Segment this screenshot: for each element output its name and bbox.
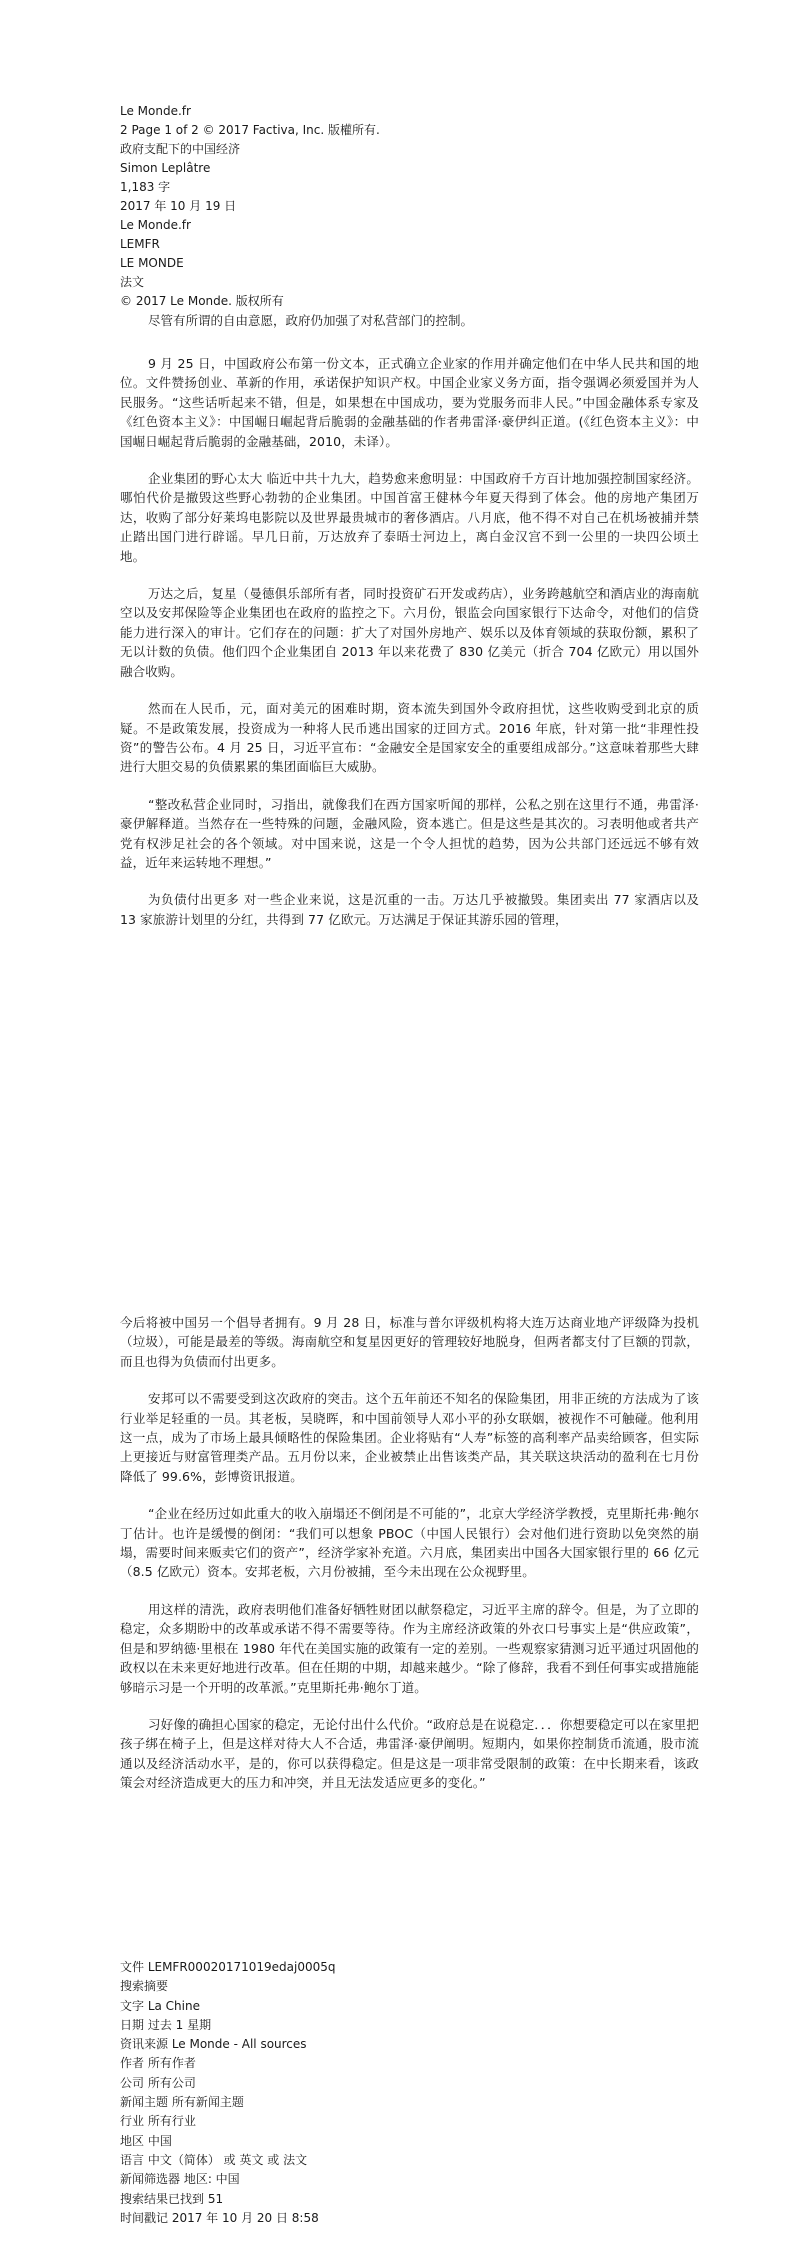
document-id: 文件 LEMFR00020171019edaj0005q <box>120 1960 336 1974</box>
language-label: 法文 <box>120 275 145 289</box>
article-paragraph: 万达之后，复星（曼德俱乐部所有者，同时投资矿石开发或药店），业务跨越航空和酒店业的海南航空以及安邦保险等企业集团也在政府的监控之下。六月份，银监会向国家银行下达命令，对他们的信贷能力进行深入的审计。它们存在的问题：扩大了对国外房地产、娱乐以及体育领域的获取份额，累积了无以计数的负债。他们四个企业集团自 2013 年以来花费了 830 亿美元（折合 704 亿欧元）用以国外融合收购。 <box>120 586 699 679</box>
article-paragraph: 为负债付出更多 对一些企业来说，这是沉重的一击。万达几乎被撤毁。集团卖出 77 家酒店以及 13 家旅游计划里的分红，共得到 77 亿欧元。万达满足于保证其游乐园的管理， <box>120 892 699 927</box>
article-title: 政府支配下的中国经济 <box>120 142 241 156</box>
article-paragraph: 企业集团的野心太大 临近中共十九大，趋势愈来愈明显：中国政府千方百计地加强控制国家经济。哪怕代价是撤毁这些野心勃勃的企业集团。中国首富王健林今年夏天得到了体会。他的房地产集团万达，收购了部分好莱坞电影院以及世界最贵城市的奢侈酒店。八月底，他不得不对自己在机场被捕并禁止踏出国门进行辟谣。早几日前，万达放弃了泰晤士河边上，离白金汉宫不到一公里的一块四公顷土地。 <box>120 471 699 564</box>
search-summary-footer <box>120 1958 700 2228</box>
search-author: 作者 所有作者 <box>120 2056 196 2071</box>
search-company: 公司 所有公司 <box>120 2075 196 2090</box>
author-name: Simon Leplâtre <box>120 161 211 175</box>
search-industry: 行业 所有行业 <box>120 2114 196 2129</box>
search-summary-heading: 搜索摘要 <box>120 1979 169 1994</box>
article-paragraph: 然而在人民币，元，面对美元的困难时期，资本流失到国外令政府担忧，这些收购受到北京的质疑。不是政策发展，投资成为一种将人民币逃出国家的迂回方式。2016 年底，针对第一批“非理性投资”的警告公布。4 月 25 日，习近平宣布：“金融安全是国家安全的重要组成部分。”这意味着那些大肆进行大胆交易的负债累累的集团面临巨大威胁。 <box>120 701 699 775</box>
page-copyright-line: 2 Page 1 of 2 © 2017 Factiva, Inc. 版權所有. <box>120 123 380 137</box>
search-timestamp: 时间戳记 2017 年 10 月 20 日 8:58 <box>120 2210 319 2225</box>
copyright-line: © 2017 Le Monde. 版权所有 <box>120 294 284 308</box>
article-paragraph: 9 月 25 日，中国政府公布第一份文本，正式确立企业家的作用并确定他们在中华人民共和国的地位。文件赞扬创业、革新的作用，承诺保护知识产权。中国企业家义务方面，指令强调必须爱国并为人民服务。“这些话听起来不错，但是，如果想在中国成功，要为党服务而非人民。”中国金融体系专家及《红色资本主义》：中国崛日崛起背后脆弱的金融基础的作者弗雷泽·豪伊纠正道。(《红色资本主义》：中国崛日崛起背后脆弱的金融基础，2010，未译）。 <box>120 356 699 449</box>
article-paragraph: “整改私营企业同时，习指出，就像我们在西方国家听闻的那样，公私之别在这里行不通，弗雷泽·豪伊解释道。当然存在一些特殊的问题，金融风险，资本逃亡。但是这些是其次的。习表明他或者共产党有权涉足社会的各个领域。对中国来说，这是一个令人担忧的趋势，因为公共部门还远远不够有效益，近年来运转地不理想。” <box>120 796 699 870</box>
article-body-part-2 <box>120 1313 699 1793</box>
search-source: 资讯来源 Le Monde - All sources <box>120 2037 307 2052</box>
article-paragraph: “企业在经历过如此重大的收入崩塌还不倒闭是不可能的”，北京大学经济学教授，克里斯托弗·鲍尔丁估计。也许是缓慢的倒闭：“我们可以想象 PBOC（中国人民银行）会对他们进行资助以免突然的崩塌，需要时间来贩卖它们的资产”，经济学家补充道。六月底，集团卖出中国各大国家银行里的 66 亿元（8.5 亿欧元）资本。安邦老板，六月份被捕，至今未出现在公众视野里。 <box>120 1506 699 1580</box>
article-paragraph: 用这样的清洗，政府表明他们准备好牺牲财团以献祭稳定，习近平主席的辞令。但是，为了立即的稳定，众多期盼中的改革或承诺不得不需要等待。作为主席经济政策的外衣口号事实上是“供应政策”，但是和罗纳德·里根在 1980 年代在美国实施的政策有一定的差别。一些观察家猜测习近平通过巩固他的政权以在未来更好地进行改革。但在任期的中期，却越来越少。“除了修辞，我看不到任何事实或措施能够暗示习是一个开明的改革派。”克里斯托弗·鲍尔丁道。 <box>120 1601 699 1695</box>
search-date: 日期 过去 1 星期 <box>120 2017 212 2032</box>
document-header <box>120 102 700 330</box>
search-news-filter: 新闻筛选器 地区: 中国 <box>120 2172 240 2187</box>
article-paragraph-continued: 今后将被中国另一个倡导者拥有。9 月 28 日，标准与普尔评级机构将大连万达商业地产评级降为投机（垃圾），可能是最差的等级。海南航空和复星因更好的管理较好地脱身，但两者都支付了巨额的罚款，而且也得为负债而付出更多。 <box>120 1315 699 1369</box>
search-region: 地区 中国 <box>120 2133 172 2148</box>
source-code: LEMFR <box>120 237 160 251</box>
article-paragraph: 习好像的确担心国家的稳定，无论付出什么代价。“政府总是在说稳定．．．你想要稳定可以在家里把孩子绑在椅子上，但是这样对待大人不合适，弗雷泽·豪伊阐明。短期内，如果你控制货币流通，股市流通以及经济活动水平，是的，你可以获得稳定。但是这是一项非常受限制的政策：在中长期来看，该政策会对经济造成更大的压力和冲突，并且无法发适应更多的变化。” <box>120 1716 699 1791</box>
search-text: 文字 La Chine <box>120 1998 200 2013</box>
publish-date: 2017 年 10 月 19 日 <box>120 199 237 213</box>
publication-name: Le Monde.fr <box>120 218 191 232</box>
search-results-count: 搜索结果已找到 51 <box>120 2191 224 2206</box>
search-news-subject: 新闻主题 所有新闻主题 <box>120 2095 244 2110</box>
article-paragraph: 安邦可以不需要受到这次政府的突击。这个五年前还不知名的保险集团，用非正统的方法成为了该行业举足轻重的一员。其老板，吴晓晖，和中国前领导人邓小平的孙女联姻，被视作不可触碰。他利用这一点，成为了市场上最具倾略性的保险集团。企业将贴有“人寿”标签的高利率产品卖给顾客，但实际上更接近与财富管理类产品。五月份以来，企业被禁止出售该类产品，其关联这块活动的盈利在七月份降低了 99.6%，彭博资讯报道。 <box>120 1391 699 1484</box>
article-body-part-1 <box>120 354 699 929</box>
section-name: LE MONDE <box>120 256 184 270</box>
search-language: 语言 中文（简体） 或 英文 或 法文 <box>120 2152 308 2167</box>
article-lead: 尽管有所谓的自由意愿，政府仍加强了对私营部门的控制。 <box>148 313 474 328</box>
source-name: Le Monde.fr <box>120 104 191 118</box>
word-count: 1,183 字 <box>120 180 171 194</box>
